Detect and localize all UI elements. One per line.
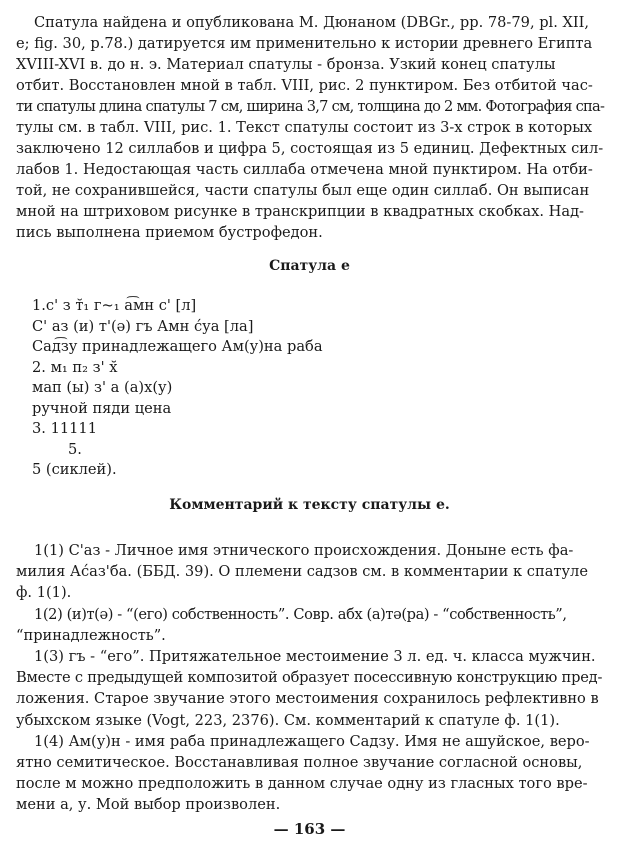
intro-line: XVIII-XVI в. до н. э. Материал спатулы - бронза. Узкий конец спатулы [16, 56, 556, 73]
page-number: — 163 — [273, 820, 346, 838]
commentary-paragraph [16, 646, 604, 731]
inscription-line: 2. м₁ п₂ з' х̆ [32, 358, 118, 376]
commentary-paragraph [16, 604, 604, 646]
commentary-line: 1(3) гъ - “его”. Притяжательное местоимение 3 л. ед. ч. класса мужчин. [34, 648, 596, 666]
commentary-paragraph [16, 731, 604, 816]
inscription-line: мап (ы) з' а (а)х(у) [32, 379, 173, 396]
intro-line: заключено 12 силлабов и цифра 5, состоящая из 5 единиц. Дефектных сил- [16, 140, 604, 157]
inscription-line: 1.с' з т̆₁ г~₁ а͡мн с' [л] [32, 297, 197, 314]
inscription-line: 5 (сиклей). [32, 461, 117, 478]
section-heading-spatula: Спатула е [269, 258, 350, 274]
intro-line: Спатула найдена и опубликована М. Дюнаном (DBGr., pp. 78-79, pl. XII, [34, 14, 590, 31]
intro-line: отбит. Восстановлен мной в табл. VIII, рис. 2 пунктиром. Без отбитой час- [16, 77, 593, 94]
intro-line: мной на штриховом рисунке в транскрипции в квадратных скобках. Над- [16, 203, 584, 220]
commentary-line: ложения. Старое звучание этого местоимения сохранилось рефлективно в [16, 690, 599, 708]
intro-line: пись выполнена приемом бустрофедон. [16, 224, 323, 241]
commentary-line: 1(2) (и)т(ә) - “(его) собственность”. Совр. абх (а)тә(ра) - “собственность”, [34, 605, 567, 623]
section-heading-commentary: Комментарий к тексту спатулы е. [169, 497, 450, 513]
commentary-line: ятно семитическое. Восстанавливая полное звучание согласной основы, [16, 754, 583, 772]
inscription-line: 5. [68, 440, 82, 458]
commentary-line: мени а, у. Мой выбор произволен. [16, 796, 281, 814]
commentary-line: милия Аćаз'ба. (ББД. 39). О племени садзов см. в комментарии к спатуле [16, 563, 588, 581]
inscription-line: 3. 11111 [32, 420, 97, 437]
inscription-line: С' аз (и) т'(ә) гъ Амн ćуа [ла] [32, 317, 254, 335]
inscription-line: ручной пяди цена [32, 399, 172, 417]
intro-line: e; fig. 30, p.78.) датируется им применительно к истории древнего Египта [16, 35, 593, 52]
intro-line: лабов 1. Недостающая часть силлаба отмечена мной пунктиром. На отби- [16, 161, 593, 178]
inscription-block [32, 296, 592, 481]
intro-paragraph [16, 12, 604, 243]
commentary-paragraph [16, 540, 604, 604]
commentary-line: 1(1) С'аз - Личное имя этнического происхождения. Доныне есть фа- [34, 542, 574, 559]
commentary-line: убыхском языке (Vogt, 223, 2376). См. комментарий к спатуле ф. 1(1). [16, 711, 560, 729]
commentary-line: “принадлежность”. [16, 626, 166, 644]
intro-line: ти спатулы длина спатулы 7 см, ширина 3,7 см, толщина до 2 мм. Фотография спа- [16, 98, 605, 115]
commentary-line: 1(4) Ам(у)н - имя раба принадлежащего Садзу. Имя не ашуйское, веро- [34, 732, 590, 750]
commentary-line: Вместе с предыдущей композитой образует посессивную конструкцию пред- [16, 669, 603, 687]
intro-line: той, не сохранившейся, части спатулы был еще один силлаб. Он выписан [16, 182, 590, 199]
commentary-block [16, 540, 604, 816]
intro-line: тулы см. в табл. VIII, рис. 1. Текст спатулы состоит из 3-х строк в которых [16, 119, 593, 136]
inscription-line: Сад͡зу принадлежащего Ам(у)на раба [32, 338, 323, 355]
commentary-line: после м можно предположить в данном случае одну из гласных того вре- [16, 775, 588, 793]
commentary-line: ф. 1(1). [16, 584, 72, 602]
